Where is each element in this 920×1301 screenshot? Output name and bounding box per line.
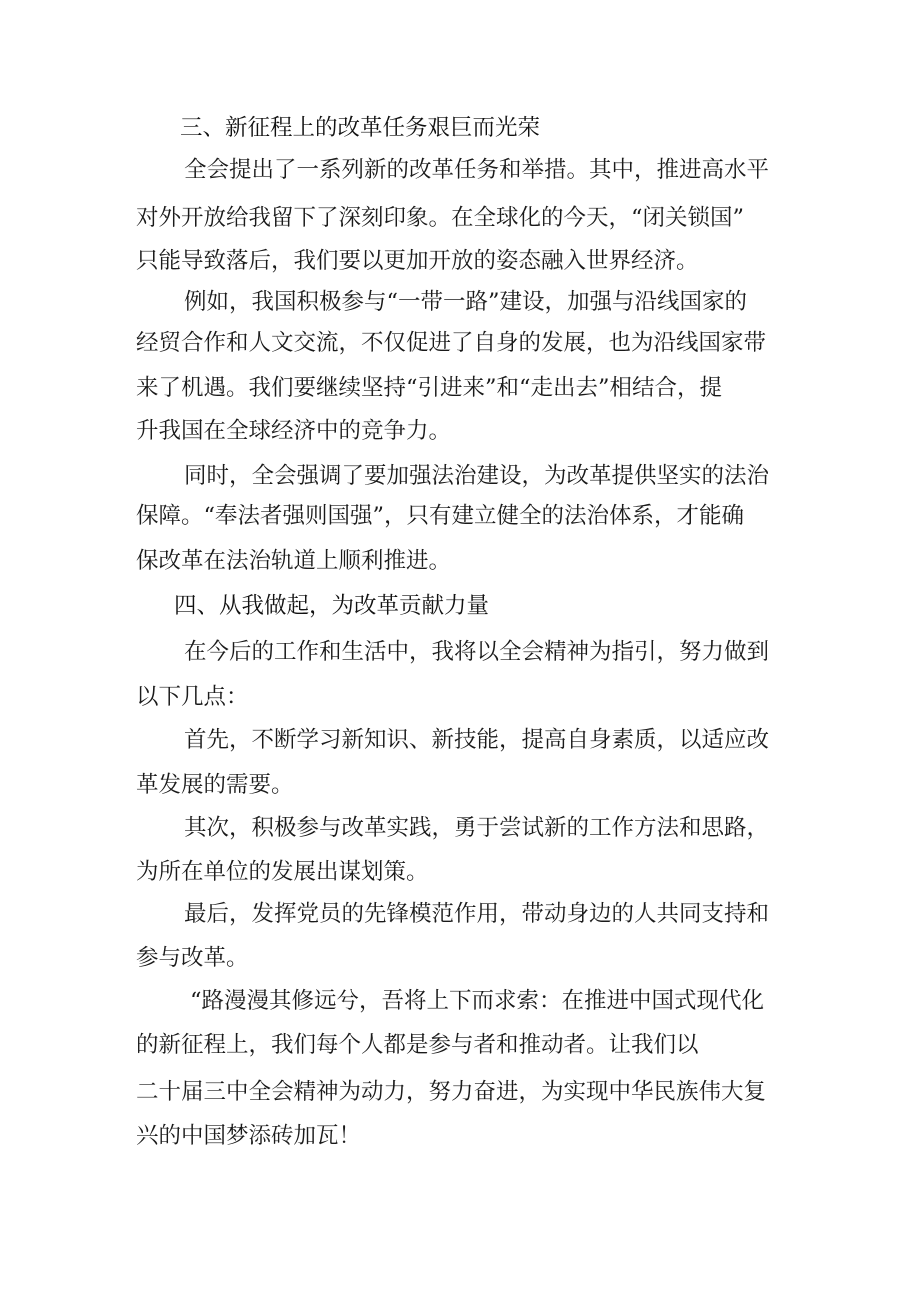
paragraph-line: 首先，不断学习新知识、新技能，提高自身素质，以适应改 [184,727,770,753]
paragraph-line: 二十届三中全会精神为动力，努力奋进，为实现中华民族伟大复 [136,1079,767,1105]
section-heading-3: 三、新征程上的改革任务艰巨而光荣 [180,115,541,141]
paragraph-line: 以下几点： [136,684,249,710]
paragraph-line: “路漫漫其修远兮，吾将上下而求索：在推进中国式现代化 [190,988,765,1014]
paragraph-line: 只能导致落后，我们要以更加开放的姿态融入世界经济。 [136,248,699,274]
paragraph-line: 升我国在全球经济中的竞争力。 [136,418,452,444]
paragraph-line: 保障。“奉法者强则国强”，只有建立健全的法治体系，才能确 [136,503,745,529]
paragraph-line: 对外开放给我留下了深刻印象。在全球化的今天，“闭关锁国” [136,205,745,231]
paragraph-line: 经贸合作和人文交流，不仅促进了自身的发展，也为沿线国家带 [136,330,767,356]
paragraph-line: 全会提出了一系列新的改革任务和举措。其中，推进高水平 [184,157,770,183]
section-heading-4: 四、从我做起，为改革贡献力量 [174,593,490,619]
paragraph-line: 革发展的需要。 [136,772,294,798]
paragraph-line: 来了机遇。我们要继续坚持“引进来”和“走出去”相结合，提 [136,375,723,401]
paragraph-line: 同时，全会强调了要加强法治建设，为改革提供坚实的法治 [184,463,770,489]
paragraph-line: 例如，我国积极参与“一带一路”建设，加强与沿线国家的 [184,289,748,315]
paragraph-line: 参与改革。 [136,945,249,971]
paragraph-line: 在今后的工作和生活中，我将以全会精神为指引，努力做到 [184,639,770,665]
paragraph-line: 最后，发挥党员的先锋模范作用，带动身边的人共同支持和 [184,901,770,927]
paragraph-line: 兴的中国梦添砖加瓦！ [136,1123,362,1149]
paragraph-line: 其次，积极参与改革实践，勇于尝试新的工作方法和思路， [184,815,770,841]
paragraph-line: 为所在单位的发展出谋划策。 [136,859,429,885]
paragraph-line: 的新征程上，我们每个人都是参与者和推动者。让我们以 [136,1032,699,1058]
paragraph-line: 保改革在法治轨道上顺利推进。 [136,548,452,574]
